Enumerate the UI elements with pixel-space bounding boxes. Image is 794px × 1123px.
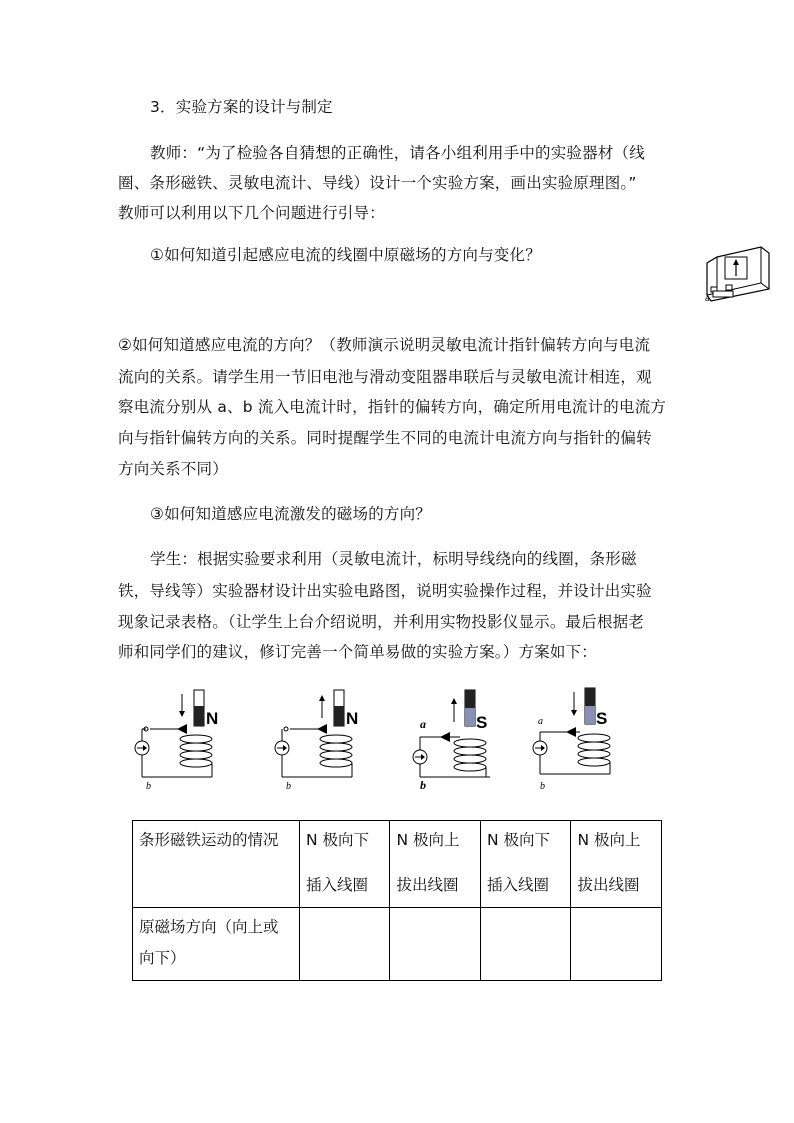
question-1: ①如何知道引起感应电流的线圈中原磁场的方向与变化？ <box>150 246 541 264</box>
magnet-pole-label: N <box>346 709 359 728</box>
cell-text: N 极向下 <box>486 831 550 849</box>
terminal-b-label: b <box>540 781 545 792</box>
text-line: 教师：“为了检验各自猜想的正确性，请各小组利用手中的实验器材（线 <box>150 144 645 162</box>
cell-text: N 极向下 <box>306 831 370 849</box>
diagram-2 <box>272 682 372 797</box>
question-3: ③如何知道感应电流激发的磁场的方向？ <box>150 505 431 523</box>
table-row <box>133 908 662 981</box>
text-line: 现象记录表格。（让学生上台介绍说明，并利用实物投影仪显示。最后根据老 <box>118 613 645 631</box>
text-line: ②如何知道感应电流的方向？（教师演示说明灵敏电流计指针偏转方向与电流 <box>118 336 651 354</box>
cell-text: 向下） <box>139 949 186 967</box>
text-line: 流向的关系。请学生用一节旧电池与滑动变阻器串联后与灵敏电流计相连，观 <box>118 368 652 386</box>
table-cell <box>571 908 662 981</box>
cell-text: 拔出线圈 <box>396 876 459 894</box>
text-line: 向与指针偏转方向的关系。同时提醒学生不同的电流计电流方向与指针的偏转 <box>118 429 652 447</box>
galvanometer-icon <box>703 243 773 305</box>
text-line: 圈、条形磁铁、灵敏电流计、导线）设计一个实验方案，画出实验原理图。” <box>118 174 637 192</box>
text-line: 方向关系不同） <box>118 460 228 478</box>
text-line: 铁，导线等）实验器材设计出实验电路图，说明实验操作过程，并设计出实验 <box>118 582 652 600</box>
table-cell <box>571 821 662 908</box>
magnet-pole-label: S <box>476 713 488 732</box>
cell-text: N 极向上 <box>577 831 641 849</box>
table-row <box>133 821 662 908</box>
table-cell <box>390 908 480 981</box>
terminal-b-label: b <box>420 778 426 792</box>
cell-text: 原磁场方向（向上或 <box>139 918 279 936</box>
galvanometer-label: a <box>705 294 710 303</box>
table-cell <box>300 908 390 981</box>
cell-text: N 极向上 <box>396 831 460 849</box>
text-line: 学生：根据实验要求利用（灵敏电流计，标明导线绕向的线圈，条形磁 <box>150 550 637 568</box>
table-cell <box>133 908 300 981</box>
table-cell <box>480 908 570 981</box>
terminal-a-label: a <box>538 716 543 727</box>
magnet-pole-label: N <box>206 709 219 728</box>
terminal-b-label: b <box>146 781 151 792</box>
cell-text: 插入线圈 <box>306 876 369 894</box>
text-line: 教师可以利用以下几个问题进行引导： <box>118 204 385 222</box>
cell-text: 条形磁铁运动的情况 <box>139 831 279 849</box>
cell-text: 拔出线圈 <box>577 876 640 894</box>
table-cell <box>300 821 390 908</box>
text-line: 师和同学们的建议，修订完善一个简单易做的实验方案。）方案如下： <box>118 643 597 661</box>
section-heading: 3．实验方案的设计与制定 <box>150 98 333 116</box>
table-cell <box>133 821 300 908</box>
diagram-4 <box>530 682 630 797</box>
text-line: 察电流分别从 a、b 流入电流计时，指针的偏转方向，确定所用电流计的电流方 <box>118 398 667 416</box>
table-cell <box>480 821 570 908</box>
terminal-b-label: b <box>286 781 291 792</box>
diagram-3 <box>410 682 510 797</box>
table-cell <box>390 821 480 908</box>
terminal-a-label: a <box>420 717 426 731</box>
diagram-1 <box>132 682 232 797</box>
cell-text: 插入线圈 <box>486 876 549 894</box>
magnet-pole-label: S <box>596 709 608 728</box>
record-table <box>132 820 662 981</box>
